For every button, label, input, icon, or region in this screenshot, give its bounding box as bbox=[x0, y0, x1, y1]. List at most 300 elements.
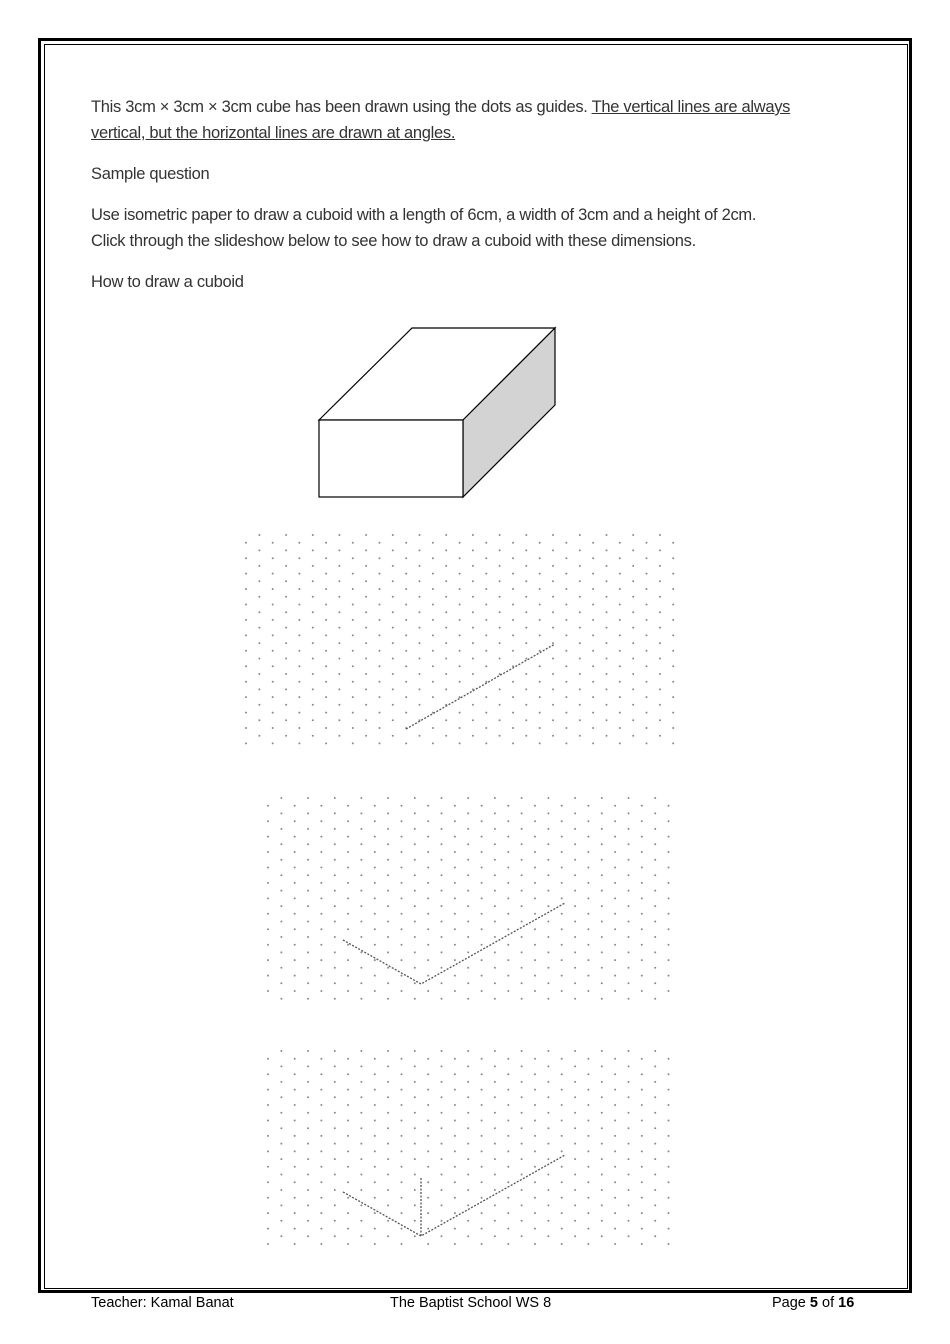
grid-dot bbox=[379, 681, 381, 683]
grid-dot bbox=[547, 982, 549, 984]
grid-dot bbox=[592, 742, 594, 744]
grid-dot bbox=[512, 634, 514, 636]
grid-dot bbox=[481, 1243, 483, 1245]
grid-dot bbox=[267, 1058, 269, 1060]
grid-dot bbox=[668, 1120, 670, 1122]
grid-dot bbox=[512, 696, 514, 698]
grid-dot bbox=[352, 742, 354, 744]
grid-dot bbox=[561, 851, 563, 853]
grid-dot bbox=[379, 650, 381, 652]
grid-dot bbox=[641, 990, 643, 992]
grid-dot bbox=[481, 1089, 483, 1091]
grid-dot bbox=[445, 658, 447, 660]
grid-dot bbox=[547, 812, 549, 814]
grid-dot bbox=[445, 549, 447, 551]
grid-dot bbox=[606, 627, 608, 629]
grid-dot bbox=[294, 1212, 296, 1214]
grid-dot bbox=[401, 1058, 403, 1060]
grid-dot bbox=[432, 588, 434, 590]
grid-dot bbox=[628, 797, 630, 799]
grid-dot bbox=[307, 1065, 309, 1067]
grid-dot bbox=[565, 573, 567, 575]
grid-dot bbox=[561, 1089, 563, 1091]
grid-dot bbox=[534, 1058, 536, 1060]
grid-dot bbox=[619, 712, 621, 714]
grid-dot bbox=[307, 967, 309, 969]
grid-dot bbox=[459, 604, 461, 606]
grid-dot bbox=[401, 836, 403, 838]
grid-dot bbox=[347, 1197, 349, 1199]
grid-dot bbox=[414, 1158, 416, 1160]
grid-dot bbox=[294, 1150, 296, 1152]
grid-dot bbox=[441, 1143, 443, 1145]
grid-dot bbox=[245, 557, 247, 559]
grid-dot bbox=[294, 1181, 296, 1183]
grid-dot bbox=[494, 890, 496, 892]
grid-dot bbox=[441, 797, 443, 799]
grid-dot bbox=[405, 681, 407, 683]
grid-dot bbox=[579, 688, 581, 690]
grid-dot bbox=[547, 843, 549, 845]
grid-dot bbox=[574, 890, 576, 892]
grid-dot bbox=[619, 557, 621, 559]
grid-dot bbox=[619, 573, 621, 575]
grid-dot bbox=[334, 1143, 336, 1145]
grid-dot bbox=[352, 665, 354, 667]
grid-dot bbox=[387, 1235, 389, 1237]
grid-dot bbox=[521, 1127, 523, 1129]
grid-dot bbox=[441, 859, 443, 861]
cuboid-front-face bbox=[319, 420, 463, 497]
grid-dot bbox=[628, 843, 630, 845]
grid-dot bbox=[574, 1174, 576, 1176]
grid-dot bbox=[419, 565, 421, 567]
grid-dot bbox=[574, 843, 576, 845]
grid-dot bbox=[427, 1181, 429, 1183]
grid-dot bbox=[485, 727, 487, 729]
grid-dot bbox=[659, 642, 661, 644]
grid-dot bbox=[507, 990, 509, 992]
grid-dot bbox=[374, 836, 376, 838]
grid-dot bbox=[307, 859, 309, 861]
grid-dot bbox=[245, 542, 247, 544]
grid-dot bbox=[285, 565, 287, 567]
grid-dot bbox=[507, 975, 509, 977]
grid-dot bbox=[507, 820, 509, 822]
grid-dot bbox=[338, 704, 340, 706]
grid-dot bbox=[445, 596, 447, 598]
grid-dot bbox=[614, 820, 616, 822]
grid-dot bbox=[547, 1127, 549, 1129]
grid-dot bbox=[405, 650, 407, 652]
grid-dot bbox=[347, 882, 349, 884]
grid-dot bbox=[601, 1220, 603, 1222]
grid-dot bbox=[374, 975, 376, 977]
grid-dot bbox=[494, 1189, 496, 1191]
grid-dot bbox=[472, 534, 474, 536]
grid-dot bbox=[454, 1073, 456, 1075]
grid-dot bbox=[521, 1158, 523, 1160]
grid-dot bbox=[592, 619, 594, 621]
grid-dot bbox=[614, 1243, 616, 1245]
grid-dot bbox=[454, 851, 456, 853]
grid-dot bbox=[347, 851, 349, 853]
grid-dot bbox=[387, 812, 389, 814]
grid-dot bbox=[494, 859, 496, 861]
grid-dot bbox=[307, 905, 309, 907]
grid-dot bbox=[628, 905, 630, 907]
grid-dot bbox=[334, 951, 336, 953]
grid-dot bbox=[668, 1181, 670, 1183]
grid-dot bbox=[614, 1104, 616, 1106]
grid-dot bbox=[414, 1127, 416, 1129]
grid-dot bbox=[521, 1143, 523, 1145]
grid-dot bbox=[338, 642, 340, 644]
grid-dot bbox=[445, 580, 447, 582]
grid-dot bbox=[267, 928, 269, 930]
grid-dot bbox=[294, 1166, 296, 1168]
grid-dot bbox=[360, 1096, 362, 1098]
grid-dot bbox=[360, 921, 362, 923]
grid-dot bbox=[405, 742, 407, 744]
grid-dot bbox=[459, 588, 461, 590]
grid-dot bbox=[427, 897, 429, 899]
grid-dot bbox=[628, 1081, 630, 1083]
grid-dot bbox=[360, 936, 362, 938]
grid-dot bbox=[534, 820, 536, 822]
grid-dot bbox=[565, 650, 567, 652]
grid-dot bbox=[360, 1050, 362, 1052]
grid-dot bbox=[401, 820, 403, 822]
grid-dot bbox=[619, 681, 621, 683]
grid-dot bbox=[294, 867, 296, 869]
grid-dot bbox=[374, 1058, 376, 1060]
grid-dot bbox=[294, 913, 296, 915]
grid-dot bbox=[360, 951, 362, 953]
grid-dot bbox=[481, 959, 483, 961]
grid-dot bbox=[401, 1120, 403, 1122]
grid-dot bbox=[454, 913, 456, 915]
grid-dot bbox=[245, 588, 247, 590]
grid-dot bbox=[258, 627, 260, 629]
grid-dot bbox=[521, 1189, 523, 1191]
grid-dot bbox=[606, 719, 608, 721]
grid-dot bbox=[294, 1228, 296, 1230]
grid-dot bbox=[445, 611, 447, 613]
grid-dot bbox=[654, 828, 656, 830]
grid-dot bbox=[427, 1089, 429, 1091]
grid-dot bbox=[432, 665, 434, 667]
grid-dot bbox=[494, 921, 496, 923]
grid-dot bbox=[445, 627, 447, 629]
grid-dot bbox=[392, 596, 394, 598]
grid-dot bbox=[592, 681, 594, 683]
grid-dot bbox=[459, 712, 461, 714]
grid-dot bbox=[392, 642, 394, 644]
grid-dot bbox=[668, 913, 670, 915]
grid-dot bbox=[414, 936, 416, 938]
grid-dot bbox=[334, 921, 336, 923]
grid-dot bbox=[579, 534, 581, 536]
grid-dot bbox=[414, 998, 416, 1000]
grid-dot bbox=[606, 735, 608, 737]
grid-dot bbox=[285, 611, 287, 613]
grid-dot bbox=[374, 1166, 376, 1168]
grid-dot bbox=[338, 673, 340, 675]
grid-dot bbox=[561, 928, 563, 930]
grid-dot bbox=[654, 998, 656, 1000]
grid-dot bbox=[654, 1096, 656, 1098]
grid-dot bbox=[334, 1158, 336, 1160]
grid-dot bbox=[525, 549, 527, 551]
grid-dot bbox=[320, 959, 322, 961]
grid-dot bbox=[280, 1158, 282, 1160]
grid-dot bbox=[365, 580, 367, 582]
grid-dot bbox=[334, 1174, 336, 1176]
grid-dot bbox=[360, 1081, 362, 1083]
grid-dot bbox=[459, 665, 461, 667]
grid-dot bbox=[467, 951, 469, 953]
grid-dot bbox=[534, 944, 536, 946]
grid-dot bbox=[245, 650, 247, 652]
grid-dot bbox=[619, 588, 621, 590]
grid-dot bbox=[646, 727, 648, 729]
footer-school: The Baptist School WS 8 bbox=[390, 1295, 552, 1311]
grid-dot bbox=[672, 742, 674, 744]
grid-dot bbox=[280, 1050, 282, 1052]
grid-dot bbox=[614, 1166, 616, 1168]
grid-dot bbox=[365, 719, 367, 721]
grid-dot bbox=[441, 1127, 443, 1129]
grid-dot bbox=[401, 913, 403, 915]
grid-dot bbox=[280, 998, 282, 1000]
grid-dot bbox=[668, 1197, 670, 1199]
grid-dot bbox=[432, 742, 434, 744]
grid-dot bbox=[654, 1065, 656, 1067]
grid-dot bbox=[454, 944, 456, 946]
grid-dot bbox=[472, 658, 474, 660]
grid-dot bbox=[347, 1073, 349, 1075]
grid-dot bbox=[525, 673, 527, 675]
grid-dot bbox=[280, 812, 282, 814]
grid-dot bbox=[285, 549, 287, 551]
grid-dot bbox=[646, 665, 648, 667]
grid-dot bbox=[539, 619, 541, 621]
grid-dot bbox=[654, 859, 656, 861]
grid-dot bbox=[587, 805, 589, 807]
grid-dot bbox=[481, 1120, 483, 1122]
grid-dot bbox=[272, 742, 274, 744]
grid-dot bbox=[365, 611, 367, 613]
grid-dot bbox=[360, 1143, 362, 1145]
grid-dot bbox=[307, 812, 309, 814]
grid-dot bbox=[347, 1135, 349, 1137]
grid-dot bbox=[672, 573, 674, 575]
grid-dot bbox=[632, 596, 634, 598]
grid-dot bbox=[565, 681, 567, 683]
grid-dot bbox=[579, 642, 581, 644]
grid-dot bbox=[258, 688, 260, 690]
grid-dot bbox=[294, 1104, 296, 1106]
grid-dot bbox=[668, 805, 670, 807]
grid-dot bbox=[672, 650, 674, 652]
grid-dot bbox=[628, 812, 630, 814]
grid-dot bbox=[387, 982, 389, 984]
grid-dot bbox=[534, 851, 536, 853]
grid-dot bbox=[280, 1220, 282, 1222]
grid-dot bbox=[392, 534, 394, 536]
grid-dot bbox=[574, 905, 576, 907]
grid-dot bbox=[654, 1189, 656, 1191]
grid-dot bbox=[534, 805, 536, 807]
grid-dot bbox=[614, 1212, 616, 1214]
grid-dot bbox=[441, 1189, 443, 1191]
grid-dot bbox=[294, 1058, 296, 1060]
grid-dot bbox=[614, 882, 616, 884]
grid-dot bbox=[579, 658, 581, 660]
grid-dot bbox=[646, 619, 648, 621]
grid-dot bbox=[352, 634, 354, 636]
grid-dot bbox=[387, 1204, 389, 1206]
grid-dot bbox=[587, 1166, 589, 1168]
grid-dot bbox=[441, 936, 443, 938]
grid-dot bbox=[467, 1112, 469, 1114]
grid-dot bbox=[334, 998, 336, 1000]
grid-dot bbox=[587, 1150, 589, 1152]
grid-dot bbox=[481, 928, 483, 930]
grid-dot bbox=[294, 836, 296, 838]
grid-dot bbox=[646, 557, 648, 559]
grid-dot bbox=[534, 882, 536, 884]
grid-dot bbox=[414, 812, 416, 814]
grid-dot bbox=[499, 642, 501, 644]
grid-dot bbox=[454, 990, 456, 992]
grid-dot bbox=[494, 843, 496, 845]
grid-dot bbox=[387, 1127, 389, 1129]
grid-dot bbox=[347, 1104, 349, 1106]
grid-dot bbox=[307, 1189, 309, 1191]
grid-dot bbox=[360, 1174, 362, 1176]
grid-dot bbox=[347, 913, 349, 915]
grid-dot bbox=[307, 1127, 309, 1129]
grid-dot bbox=[427, 1058, 429, 1060]
grid-dot bbox=[320, 1212, 322, 1214]
grid-dot bbox=[285, 658, 287, 660]
grid-dot bbox=[414, 1189, 416, 1191]
grid-dot bbox=[552, 534, 554, 536]
grid-dot bbox=[574, 921, 576, 923]
grid-dot bbox=[387, 936, 389, 938]
grid-dot bbox=[325, 573, 327, 575]
grid-dot bbox=[414, 921, 416, 923]
grid-dot bbox=[632, 642, 634, 644]
grid-dot bbox=[334, 1112, 336, 1114]
grid-dot bbox=[267, 959, 269, 961]
grid-dot bbox=[405, 588, 407, 590]
grid-dot bbox=[419, 596, 421, 598]
grid-dot bbox=[641, 944, 643, 946]
grid-dot bbox=[445, 534, 447, 536]
grid-dot bbox=[360, 1127, 362, 1129]
grid-dot bbox=[539, 696, 541, 698]
grid-dot bbox=[334, 967, 336, 969]
grid-dot bbox=[320, 836, 322, 838]
grid-dot bbox=[521, 1096, 523, 1098]
grid-dot bbox=[352, 604, 354, 606]
grid-dot bbox=[525, 565, 527, 567]
grid-dot bbox=[601, 859, 603, 861]
grid-dot bbox=[459, 727, 461, 729]
grid-dot bbox=[579, 735, 581, 737]
grid-dot bbox=[507, 897, 509, 899]
grid-dot bbox=[454, 1135, 456, 1137]
grid-dot bbox=[628, 859, 630, 861]
isometric-grid-step-3 bbox=[267, 1050, 670, 1245]
grid-dot bbox=[267, 1166, 269, 1168]
grid-dot bbox=[494, 1065, 496, 1067]
grid-dot bbox=[646, 681, 648, 683]
grid-dot bbox=[294, 975, 296, 977]
grid-dot bbox=[525, 627, 527, 629]
grid-dot bbox=[587, 1181, 589, 1183]
grid-dot bbox=[601, 951, 603, 953]
grid-dot bbox=[547, 1081, 549, 1083]
grid-dot bbox=[628, 1204, 630, 1206]
grid-dot bbox=[414, 1174, 416, 1176]
grid-dot bbox=[374, 944, 376, 946]
grid-dot bbox=[325, 619, 327, 621]
grid-dot bbox=[641, 1197, 643, 1199]
grid-dot bbox=[534, 1150, 536, 1152]
grid-dot bbox=[579, 611, 581, 613]
grid-dot bbox=[668, 836, 670, 838]
grid-dot bbox=[459, 681, 461, 683]
grid-dot bbox=[414, 1220, 416, 1222]
grid-dot bbox=[467, 1143, 469, 1145]
grid-dot bbox=[628, 1065, 630, 1067]
grid-dot bbox=[507, 1058, 509, 1060]
grid-dot bbox=[467, 1220, 469, 1222]
grid-dot bbox=[419, 627, 421, 629]
grid-dot bbox=[481, 975, 483, 977]
grid-dot bbox=[654, 797, 656, 799]
grid-dot bbox=[641, 851, 643, 853]
grid-dot bbox=[521, 1204, 523, 1206]
grid-dot bbox=[619, 742, 621, 744]
grid-dot bbox=[552, 688, 554, 690]
grid-dot bbox=[374, 928, 376, 930]
grid-dot bbox=[574, 1158, 576, 1160]
grid-dot bbox=[521, 1081, 523, 1083]
grid-dot bbox=[272, 557, 274, 559]
grid-dot bbox=[494, 874, 496, 876]
grid-dot bbox=[485, 681, 487, 683]
grid-dot bbox=[481, 882, 483, 884]
grid-dot bbox=[507, 836, 509, 838]
grid-dot bbox=[312, 580, 314, 582]
grid-dot bbox=[338, 534, 340, 536]
grid-dot bbox=[628, 1220, 630, 1222]
grid-dot bbox=[601, 936, 603, 938]
grid-dot bbox=[285, 596, 287, 598]
grid-dot bbox=[374, 1212, 376, 1214]
grid-dot bbox=[641, 1228, 643, 1230]
question-line-1: Use isometric paper to draw a cuboid with a length of 6cm, a width of 3cm and a height of 2cm. bbox=[91, 206, 757, 224]
grid-dot bbox=[267, 867, 269, 869]
grid-dot bbox=[427, 851, 429, 853]
grid-dot bbox=[521, 828, 523, 830]
grid-dot bbox=[392, 549, 394, 551]
